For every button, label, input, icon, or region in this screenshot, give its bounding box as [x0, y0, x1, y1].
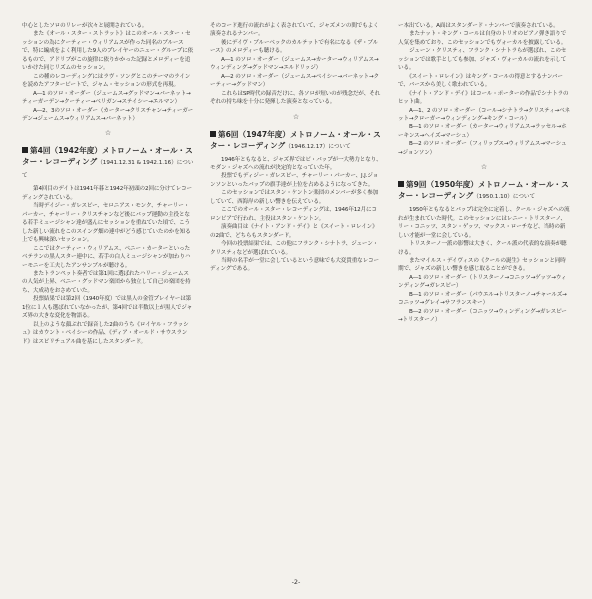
paragraph: B―2 のソロ・オーダー（コニッツ→ウィンディング→ガレスピー→トリスターノ） — [398, 308, 567, 324]
paragraph: 投票結果では第2回（1940年度）では黒人の金管プレイヤーは第1位に１人も選ばれていなかったが、第4回では半数以上が黒人でジャズ界の大きな変化を物語る。 — [22, 296, 193, 320]
paragraph: 演奏曲目は《ナイト・アンド・デイ》と《スイート・ロレイン》の2曲で、どちらもスタンダード。 — [210, 224, 378, 239]
paragraph: A―2、3のソロ・オーダー（カーター→クリスチャン→ティーガーデン→ジェームス→ウィリアムス→バーネット） — [22, 107, 194, 122]
section-title: （1942年度）メトロノーム・オール・スター・レコーディング — [22, 146, 193, 167]
section-date: （1950.1.10）について — [473, 194, 536, 201]
page-number: -2- — [291, 578, 301, 586]
section-number: 第9回 — [406, 180, 427, 190]
square-bullet-icon — [210, 131, 216, 137]
paragraph: またトランペット奏者では第1回に選ばれたハリー・ジェームスの人気が上昇、ベニー・グッドマン楽団から独立して自己の楽団を持ち、大成功をおさめていた。 — [22, 270, 191, 294]
section-heading-4 — [22, 145, 194, 182]
paragraph: B―1 のソロ・オーダー（カーター→ウィリアムス→ラッセル→ホーキンス→ヘイズ→マーシュ） — [398, 124, 567, 139]
paragraph: ここではクーティー・ウィリアムス、ベニー・カーターといったベテランの黒人スター連中に、若手の白人ミュージシャンが加わりハーモニーを工夫したアンサンブルが聴ける。 — [22, 245, 191, 269]
column-1 — [22, 22, 194, 346]
paragraph: A―1 のソロ・オーダー（ジェームス→カーター→ウィリアムス→ウィンディング→グッドマン→エルドリッジ） — [210, 56, 379, 72]
col2-intro — [210, 22, 382, 107]
column-2 — [210, 22, 382, 274]
paragraph: またマイルス・デイヴィスの《クールの誕生》セッションと同時期で、ジャズの新しい響きを感じ取ることができる。 — [398, 257, 566, 273]
col1-intro — [22, 22, 194, 123]
paragraph: 今回の投票結果では、この他にフランク・シナトラ、ジューン・クリスティなどが選ばれている。 — [210, 241, 379, 256]
paragraph: B―1 のソロ・オーダー（パウエル→トリスターノ→チャールズ→コニッツ→グレイ→サフランスキー） — [398, 291, 567, 307]
paragraph: A―1 のソロ・オーダー（ジェームス→グッドマン→バーネット→ティーガーデン→クーティー→ベリガン→ステイシー→エルマン） — [22, 90, 191, 106]
section-title: （1947年度）メトロノーム・オール・スター・レコーディング — [210, 129, 381, 150]
section-date: （1946.12.17）について — [285, 143, 351, 150]
square-bullet-icon — [22, 147, 28, 153]
paragraph: 1950年ともなるとバップは完全に定着し、クール・ジャズへの流れが生まれていた時代。このセッションにはレニー・トリスターノ、リー・コニッツ、スタン・ゲッツ、マックス・ローチなど、当時の新しい才能が一堂に会している。 — [398, 207, 570, 239]
paragraph: 《ナイト・アンド・デイ》はコール・ポーターの作品でシナトラのヒット曲。 — [398, 90, 569, 106]
paragraph: 当時デイジー・ガレスピー、セロニアス・モンク、チャーリー・パーカー、チャーリー・クリスチャンなど後にバップ運動の主役となる若手ミュージシャン達が盛んにセッションを重ねていた頃で、こうした新しい流れをこのスイング畑の連中がどう感じていたのかを知る上でも興味深いセッション。 — [22, 203, 191, 244]
section-title: （1950年度）メトロノーム・オール・スター・レコーディング — [398, 180, 569, 201]
paragraph: A―1、2 のソロ・オーダー（コール→シナトラ→クリスティ→ベネット→クローガー→ウィンディング→キング・コール） — [398, 107, 570, 122]
paragraph: 以上のような顔ぶれで録音した2曲のうち《ロイヤル・フラッシュ》はカウント・ベイシーの作品、《ディア・オールド・サウスランド》はスピリチュアル曲を基にしたスタンダード。 — [22, 321, 189, 345]
paragraph: 後にデイヴ・ブルーベックのカルテットで有名になる《ザ・ブルース》のメロディーも聴ける。 — [210, 39, 379, 55]
star-divider: ☆ — [104, 129, 112, 138]
paragraph: ここでのオール・スター・レコーディングは、1946年12月にコロンビアで行われ、主役はスタン・ケントン。 — [210, 207, 377, 222]
paragraph: 《スイート・ロレイン》はキング・コールの得意とするナンバーで、バースから美しく歌われている。 — [398, 73, 563, 89]
paragraph: A―2 のソロ・オーダー（ジェームス→ベイシー→バーネット→クーティー→グッドマン） — [210, 73, 379, 89]
section-number: 第6回 — [218, 129, 239, 139]
paragraph: この種のレコーディングにはラヴ・ソングとこのテーマのラインを読めたアフタービートで、ジャム・セッションの形式を再現。 — [22, 73, 191, 89]
paragraph: 第4回目のデイトは1941年暮と1942年初頭の2回に分けてレコーディングされている。 — [22, 186, 192, 201]
paragraph: またナット・キング・コールは自身のトリオのピアノ弾き語りで人気を集めており、このセッションでもヴォーカルを披露している。 — [398, 31, 567, 46]
paragraph: トリスターノ一派の影響は大きく、クール派の代表的な演奏が聴ける。 — [398, 241, 567, 256]
paragraph: そのコード進行の流れがよく表されていて、ジャズメンの間でもよく演奏されるナンバー。 — [210, 23, 379, 38]
column-3 — [398, 22, 570, 325]
paragraph: 1946年ともなると、ジャズ界ではビ・バップが一大勢力となり、モダン・ジャズへの流れが決定的となっていた年。 — [210, 156, 382, 171]
paragraph: このセッションではスタン・ケントン楽団のメンバーが多く参加していて、西海岸の新しい響きを伝えている。 — [210, 190, 379, 205]
section-4-body — [22, 185, 194, 346]
section-number: 第4回 — [30, 146, 51, 156]
paragraph: A―1 のソロ・オーダー（トリスターノ→コニッツ→ゲッツ→ウィンディング→ガレスピー） — [398, 274, 567, 290]
paragraph: 当時の名手が一堂に会しているという意味でも大変貴重なレコーディングである。 — [210, 257, 379, 273]
paragraph: B―2 のソロ・オーダー（フィリップス→ウィリアムス→マーシュ→ジョンソン） — [398, 141, 567, 156]
star-divider: ☆ — [480, 163, 488, 172]
paragraph: また《オール・スター・ストラット》はこのオール・スター・セッションの為にクーティー・ウィリアムスが作った同名のブルースで、特に編成をよく利用した9人のプレイヤーのニュー・グループに依るもので、アドリブがこの旋律に依りかかった記録とメロディーを追いかけた同じリズムのセッション。 — [22, 31, 194, 72]
col3-intro — [398, 22, 570, 157]
paragraph: 投票でもディジー・ガレスピー、チャーリー・パーカー、J.J.ジョンソンといったバップの旗手達が上位を占めるようになってきた。 — [210, 173, 379, 188]
section-6-body — [210, 156, 382, 274]
section-9-body — [398, 206, 570, 324]
paragraph: これらはSP時代の録音だけに、各ソロが短いのが残念だが、それぞれの持ち味を十分に発揮した演奏となっている。 — [210, 90, 381, 106]
section-heading-6 — [210, 129, 382, 153]
section-heading-9 — [398, 179, 570, 203]
paragraph: 中心としたソロのリレーが次々と展開されている。 — [22, 23, 148, 29]
square-bullet-icon — [398, 181, 404, 187]
section-date: （1941.12.31 & 1942.1.16）について — [22, 160, 194, 180]
paragraph: ジューン・クリスティ、フランク・シナトラらが選ばれ、このセッションでは歌手としても参加、ジャズ・ヴォーカルの流れを示している。 — [398, 48, 567, 72]
star-divider: ☆ — [292, 112, 300, 121]
paragraph: ー本出ている。A面はスタンダード・ナンバーで演奏されている。 — [398, 23, 559, 29]
